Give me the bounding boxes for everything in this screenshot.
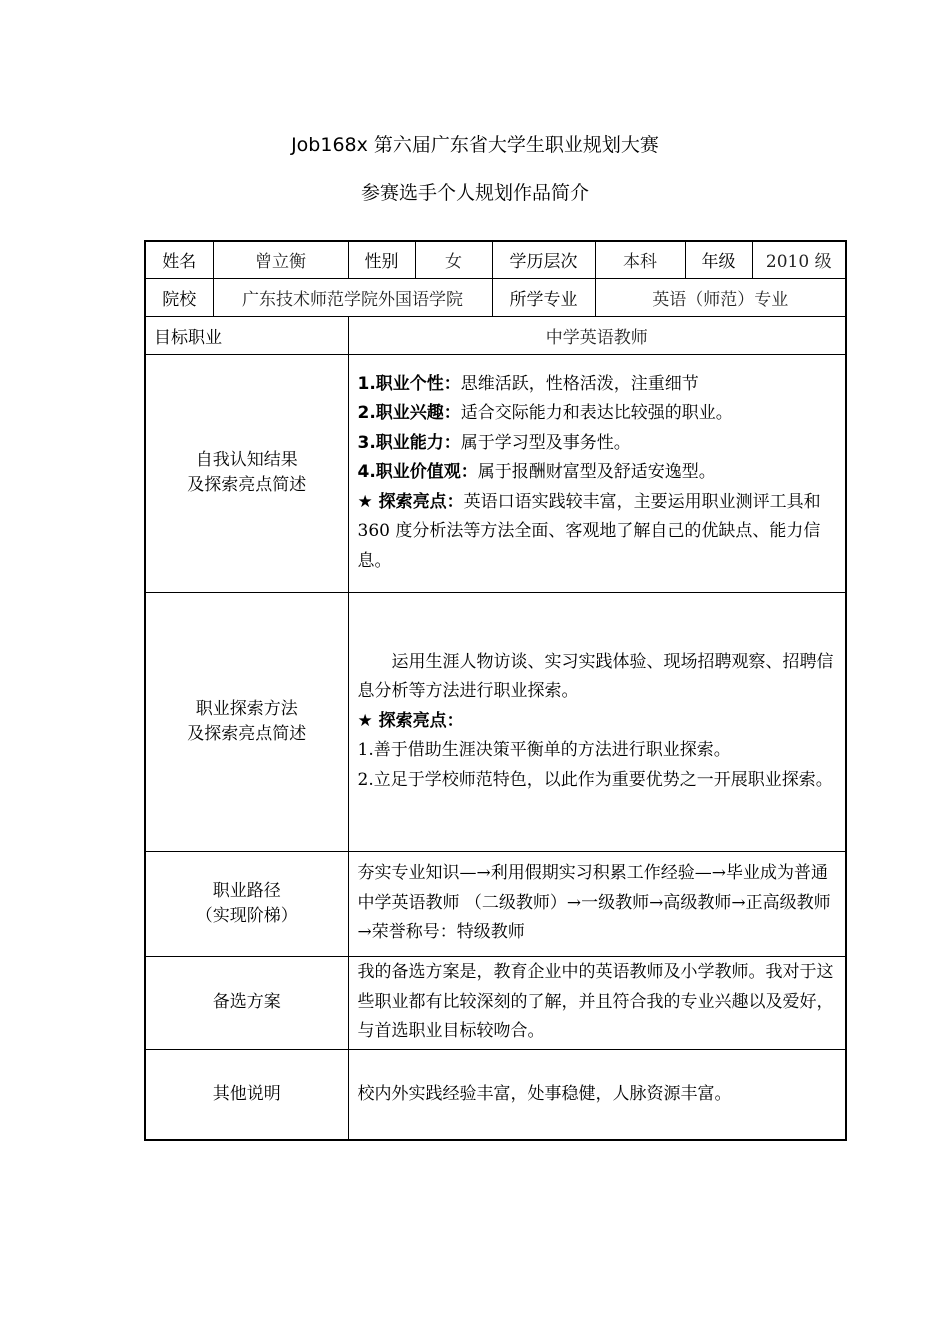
target-row bbox=[145, 316, 846, 354]
school-label: 院校 bbox=[145, 278, 213, 316]
school-row bbox=[145, 278, 846, 316]
document-title: Job168x 第六届广东省大学生职业规划大赛 bbox=[291, 134, 659, 156]
self-highlight-key: ★ 探索亮点： bbox=[357, 491, 464, 512]
basic-info-row bbox=[145, 241, 846, 278]
self-item bbox=[358, 399, 838, 429]
alternative-label: 备选方案 bbox=[145, 956, 348, 1049]
school-value: 广东技术师范学院外国语学院 bbox=[213, 278, 492, 316]
path-label bbox=[145, 851, 348, 956]
profile-table bbox=[144, 240, 847, 1141]
target-label: 目标职业 bbox=[145, 316, 348, 354]
self-cognition-row bbox=[145, 354, 846, 592]
exploration-label bbox=[145, 592, 348, 851]
self-item-key: 2.职业兴趣： bbox=[357, 403, 461, 424]
exploration-highlight-key: ★ 探索亮点： bbox=[357, 710, 464, 731]
self-cognition-label-line1: 自我认知结果 bbox=[195, 450, 298, 470]
name-value: 曾立衡 bbox=[213, 241, 348, 278]
major-value: 英语（师范）专业 bbox=[595, 278, 846, 316]
other-row bbox=[145, 1049, 846, 1140]
gender-value: 女 bbox=[415, 241, 492, 278]
exploration-label-line2: 及探索亮点简述 bbox=[187, 723, 307, 744]
self-cognition-label bbox=[145, 354, 348, 592]
self-item-key: 4.职业价值观： bbox=[357, 462, 478, 483]
other-label: 其他说明 bbox=[145, 1049, 348, 1140]
alternative-row bbox=[145, 956, 846, 1049]
self-highlight-text: 英语口语实践较丰富，主要运用职业测评工具和 360 度分析法等方法全面、客观地了解自己的优缺点、能力信息。 bbox=[357, 491, 821, 571]
exploration-point-2: 2.立足于学校师范特色，以此作为重要优势之一开展职业探索。 bbox=[357, 769, 833, 790]
target-value: 中学英语教师 bbox=[348, 316, 846, 354]
exploration-label-line1: 职业探索方法 bbox=[195, 698, 298, 719]
self-item-key: 1.职业个性： bbox=[357, 373, 461, 394]
major-label: 所学专业 bbox=[492, 278, 595, 316]
self-item-text: 适合交际能力和表达比较强的职业。 bbox=[460, 403, 733, 424]
path-row bbox=[145, 851, 846, 956]
path-content: 夯实专业知识—→利用假期实习积累工作经验—→毕业成为普通中学英语教师 （二级教师）→一级教师→高级教师→正高级教师→荣誉称号：特级教师 bbox=[348, 851, 846, 956]
grade-label: 年级 bbox=[685, 241, 752, 278]
alternative-content: 我的备选方案是，教育企业中的英语教师及小学教师。我对于这些职业都有比较深刻的了解，并且符合我的专业兴趣以及爱好，与首选职业目标较吻合。 bbox=[348, 956, 846, 1049]
gender-label: 性别 bbox=[348, 241, 415, 278]
path-label-line1: 职业路径 bbox=[212, 880, 281, 901]
other-content: 校内外实践经验丰富，处事稳健，人脉资源丰富。 bbox=[348, 1049, 846, 1140]
exploration-point-1: 1.善于借助生涯决策平衡单的方法进行职业探索。 bbox=[357, 740, 731, 761]
self-item bbox=[358, 458, 838, 488]
self-item-key: 3.职业能力： bbox=[357, 432, 461, 453]
education-label: 学历层次 bbox=[492, 241, 595, 278]
exploration-intro: 运用生涯人物访谈、实习实践体验、现场招聘观察、招聘信息分析等方法进行职业探索。 bbox=[357, 651, 834, 702]
self-cognition-label-line2: 及探索亮点简述 bbox=[187, 475, 307, 495]
self-cognition-content bbox=[348, 354, 846, 592]
self-item bbox=[358, 488, 838, 577]
self-item-text: 属于报酬财富型及舒适安逸型。 bbox=[477, 462, 716, 483]
education-value: 本科 bbox=[595, 241, 685, 278]
document-subtitle: 参赛选手个人规划作品简介 bbox=[360, 182, 589, 204]
self-item bbox=[358, 370, 838, 400]
self-item-text: 属于学习型及事务性。 bbox=[460, 432, 631, 453]
self-item-text: 思维活跃，性格活泼，注重细节 bbox=[460, 373, 699, 394]
grade-value: 2010 级 bbox=[752, 241, 846, 278]
self-item bbox=[358, 429, 838, 459]
name-label: 姓名 bbox=[145, 241, 213, 278]
path-label-line2: （实现阶梯） bbox=[195, 905, 298, 926]
exploration-row bbox=[145, 592, 846, 851]
exploration-content bbox=[348, 592, 846, 851]
